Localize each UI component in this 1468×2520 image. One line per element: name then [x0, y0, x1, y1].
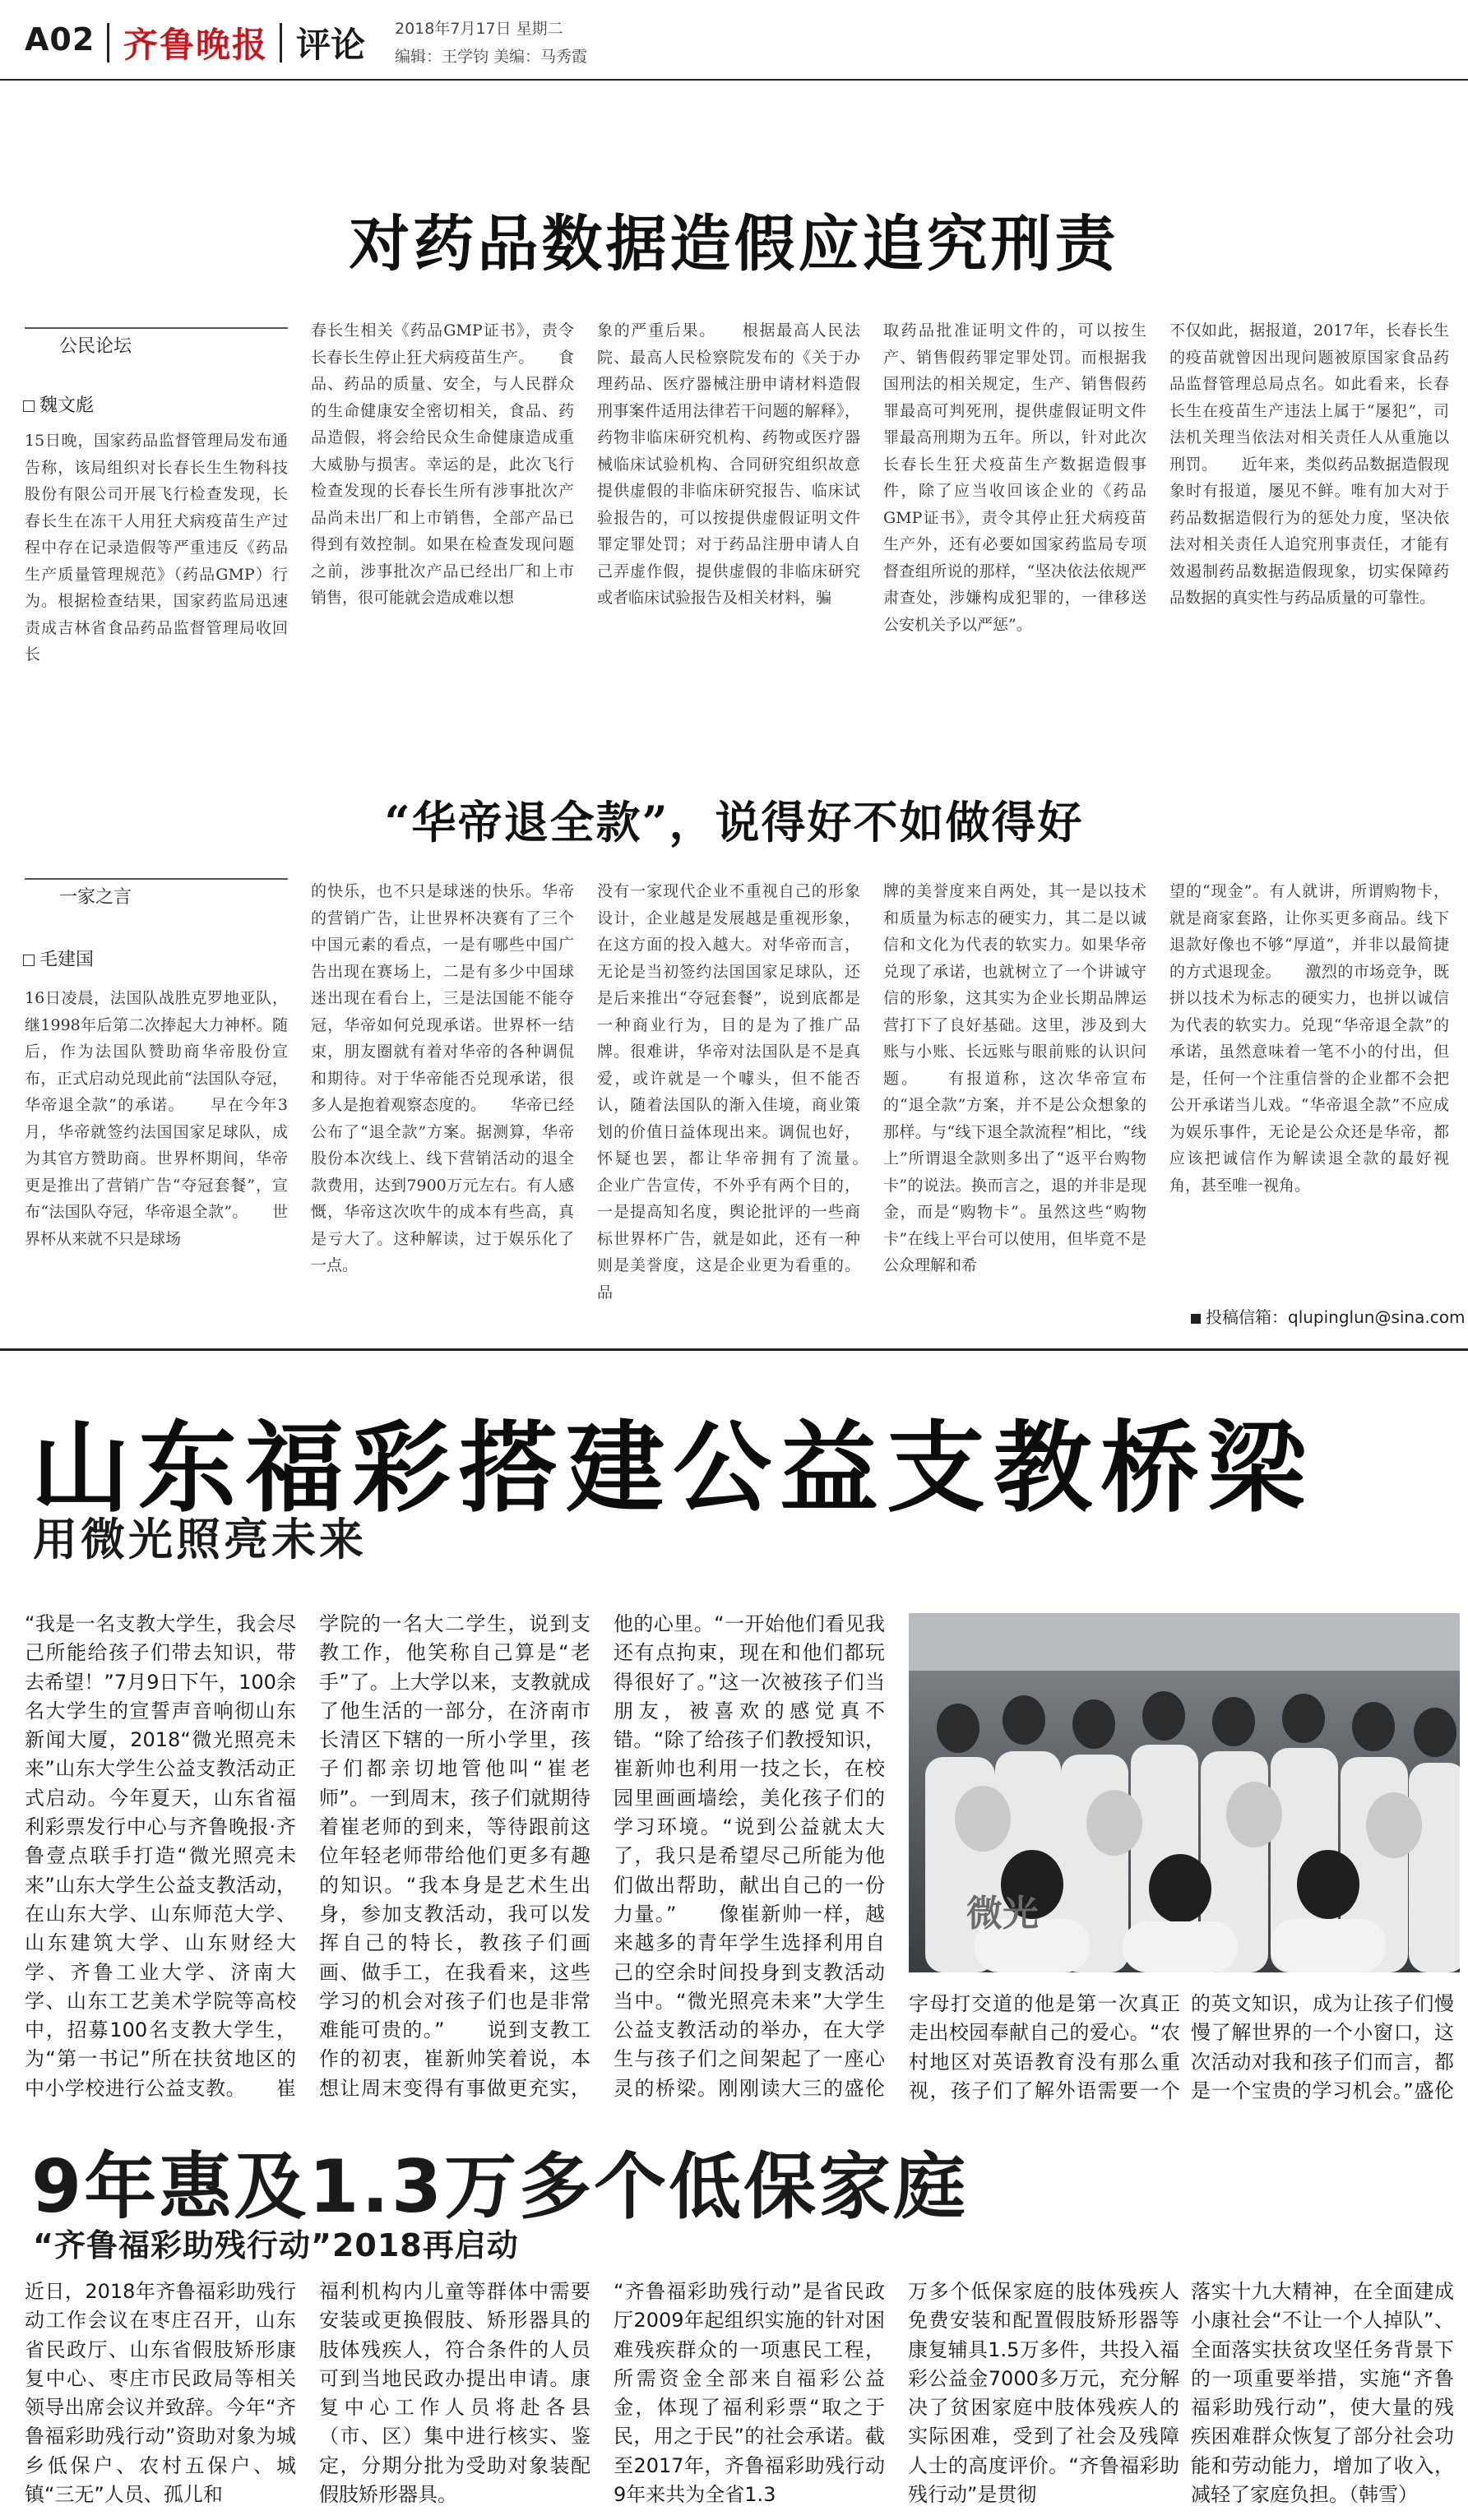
article2-column: 没有一家现代企业不重视自己的形象设计，企业越是发展越是重视形象，在这方面的投入越大。对华帝而言，无论是当初签约法国国家足球队，还是后来推出“夺冠套餐”，说到底都是一种商业行为，目的是为了推广品牌。很难讲，华帝对法国队是不是真爱，或许就是一个噱头，但不能否认，随着法国队的渐入佳境，商业策划的价值日益体现出来。调侃也好，怀疑也罢，都让华帝拥有了流量。 企业广告宣传，不外乎有两个目的，一是提高知名度，舆论批评的一些商标世界杯广告，就是如此，还有一种则是美誉度，这是企业更为看重的。品 [597, 882, 860, 1302]
article4-column: 落实十九大精神，在全面建成小康社会“不让一个人掉队”、全面落实扶贫攻坚任务背景下的一项重要举措，实施“齐鲁福彩助残行动”，使大量的残疾困难群众恢复了部分社会功能和劳动能力，增加了收入，减轻了家庭负担。（韩雪） [1191, 2280, 1454, 2507]
author-byline [23, 391, 94, 417]
article2-column: 望的“现金”。有人就讲，所谓购物卡，就是商家套路，让你买更多商品。线下退款好像也不够“厚道”，并非以最简捷的方式退现金。 激烈的市场竞争，既拼以技术为标志的硬实力，也拼以诚信为代表的软实力。兑现“华帝退全款”的承诺，虽然意味着一笔不小的付出，但是，任何一个注重信誉的企业都不会把公开承诺当儿戏。“华帝退全款”不应成为娱乐事件，无论是公众还是华帝，都应该把诚信作为解读退全款的最好视角，甚至唯一视角。 [1169, 882, 1449, 1195]
section-rule [0, 1348, 1468, 1351]
contribution-email [1191, 1304, 1465, 1328]
square-icon [23, 955, 35, 966]
header-rule [0, 79, 1468, 81]
article1-column: 象的严重后果。 根据最高人民法院、最高人民检察院发布的《关于办理药品、医疗器械注册申请材料造假刑事案件适用法律若干问题的解释》，药物非临床研究机构、药物或医疗器械临床试验机构、合同研究组织故意提供虚假的非临床研究报告、临床试验报告的，可以按提供虚假证明文件罪定罪处罚；对于药品注册申请人自己弄虚作假，提供虚假的非临床研究或者临床试验报告及相关材料，骗 [597, 321, 860, 607]
author-name: 毛建国 [39, 950, 95, 970]
square-icon [23, 400, 35, 412]
article4-column: 福利机构内儿童等群体中需要安装或更换假肢、矫形器具的肢体残疾人，符合条件的人员可到当地民政办提出申请。康复中心工作人员将赴各县（市、区）集中进行核实、鉴定，分期分批为受助对象装配假肢矫形器具。 [319, 2280, 590, 2507]
article2-headline: “华帝退全款”，说得好不如做得好 [384, 796, 1084, 848]
article3-column: 学院的一名大二学生，说到支教工作，他笑称自己算是“老手”了。上大学以来，支教就成了他生活的一部分，在济南市长清区下辖的一所小学里，孩子们都亲切地管他叫“崔老师”。一到周末，孩子们就期待着崔老师的到来，等待跟前这位年轻老师带给他们更多有趣的知识。“我本身是艺术生出身，参加支教活动，我可以发挥自己的特长，教孩子们画画、做手工，在我看来，这些学习的机会对孩子们也是非常难能可贵的。” 说到支教工作的初衷，崔新帅笑着说，本想让周末变得有事做更充实， [319, 1612, 590, 2100]
article1-column: 取药品批准证明文件的，可以按生产、销售假药罪定罪处罚。而根据我国刑法的相关规定，生产、销售假药罪最高可判死刑，提供虚假证明文件罪最高刑期为五年。所以，针对此次长春长生狂犬疫苗生产数据造假事件，除了应当收回该企业的《药品GMP证书》，责令其停止狂犬病疫苗生产外，还有必要如国家药监局专项督查组所说的那样，“坚决依法依规严肃查处，涉嫌构成犯罪的，一律移送公安机关予以严惩”。 [883, 321, 1146, 634]
article4-column: 近日，2018年齐鲁福彩助残行动工作会议在枣庄召开，山东省民政厅、山东省假肢矫形康复中心、枣庄市民政局等相关领导出席会议并致辞。今年“齐鲁福彩助残行动”资助对象为城乡低保户、农村五保户、城镇“三无”人员、孤儿和 [25, 2280, 296, 2507]
newspaper-logo: 齐鲁晚报 [123, 25, 269, 65]
article3-column: “我是一名支教大学生，我会尽己所能给孩子们带去知识，带去希望！”7月9日下午，100余名大学生的宣誓声音响彻山东新闻大厦，2018“微光照亮未来”山东大学生公益支教活动正式启动。今年夏天，山东省福利彩票发行中心与齐鲁晚报·齐鲁壹点联手打造“微光照亮未来”山东大学生公益支教活动，在山东大学、山东师范大学、山东建筑大学、山东财经大学、齐鲁工业大学、济南大学、山东工艺美术学院等高校中，招募100名支教大学生，为“第一书记”所在扶贫地区的中小学校进行公益支教。 崔 [25, 1612, 296, 2100]
header-divider [280, 23, 282, 62]
article3-column: 的英文知识，成为让孩子们慢慢了解世界的一个小窗口，这次活动对我和孩子们而言，都是一个宝贵的学习机会。”盛伦 [1191, 1992, 1454, 2102]
article2-column: 16日凌晨，法国队战胜克罗地亚队，继1998年后第二次捧起大力神杯。随后，作为法国队赞助商华帝股份宣布，正式启动兑现此前“法国队夺冠，华帝退全款”的承诺。 早在今年3月，华帝就签约法国国家足球队，成为其官方赞助商。世界杯期间，华帝更是推出了营销广告“夺冠套餐”，宣布“法国队夺冠，华帝退全款”。 世界杯从来就不只是球场 [25, 989, 288, 1248]
article1-headline: 对药品数据造假应追究刑责 [349, 209, 1119, 280]
article2-column: 的快乐，也不只是球迷的快乐。华帝的营销广告，让世界杯决赛有了三个中国元素的看点，一是有哪些中国广告出现在赛场上，二是有多少中国球迷出现在看台上，三是法国能不能夺冠，华帝如何兑现承诺。世界杯一结束，朋友圈就有着对华帝的各种调侃和期待。对于华帝能否兑现承诺，很多人是抱着观察态度的。 华帝已经公布了“退全款”方案。据测算，华帝股份本次线上、线下营销活动的退全款费用，达到7900万元左右。有人感慨，华帝这次吹牛的成本有些高，真是亏大了。这种解读，过于娱乐化了一点。 [311, 882, 574, 1274]
contribution-text: 投稿信箱：qlupinglun@sina.com [1206, 1307, 1466, 1327]
editors-line: 编辑：王学钧 美编：马秀霞 [395, 48, 588, 66]
issue-date: 2018年7月17日 星期二 [395, 20, 563, 38]
photo-banner-text: 微光 [966, 1893, 1039, 1935]
article4-column: 万多个低保家庭的肢体残疾人免费安装和配置假肢矫形器等康复辅具1.5万多件，共投入福彩公益金7000多万元，充分解决了贫困家庭中肢体残疾人的实际困难，受到了社会及残障人士的高度评价。“齐鲁福彩助残行动”是贯彻 [908, 2280, 1179, 2507]
article3-headline: 山东福彩搭建公益支教桥梁 [31, 1412, 1314, 1526]
author-name: 魏文彪 [39, 395, 95, 416]
column-tag: 公民论坛 [59, 336, 132, 357]
article2-column: 牌的美誉度来自两处，其一是以技术和质量为标志的硬实力，其二是以诚信和文化为代表的软实力。如果华帝兑现了承诺，也就树立了一个讲诚守信的形象，这其实为企业长期品牌运营打下了良好基础。这里，涉及到大账与小账、长远账与眼前账的认识问题。 有报道称，这次华帝宣布的“退全款”方案，并不是公众想象的那样。与“线下退全款流程”相比，“线上”所谓退全款则多出了“返平台购物卡”的说法。换而言之，退的并非是现金，而是“购物卡”。虽然这些“购物卡”在线上平台可以使用，但毕竟不是公众理解和希 [883, 882, 1146, 1274]
article3-column: 字母打交道的他是第一次真正走出校园奉献自己的爱心。“农村地区对英语教育没有那么重视，孩子们了解外语需要一个 [909, 1992, 1180, 2102]
page-number: A02 [25, 21, 95, 58]
article4-subhead: “齐鲁福彩助残行动”2018再启动 [33, 2227, 519, 2263]
author-byline [23, 946, 94, 971]
square-bullet-icon [1191, 1314, 1201, 1324]
article3-subhead: 用微光照亮未来 [33, 1514, 367, 1565]
article3-column: 他的心里。“一开始他们看见我还有点拘束，现在和他们都玩得很好了。”这一次被孩子们当朋友，被喜欢的感觉真不错。“除了给孩子们教授知识，崔新帅也利用一技之长，在校园里画画墙绘，美化孩子们的学习环境。“说到公益就太大了，我只是希望尽己所能为他们做出帮助，献出自己的一份力量。” 像崔新帅一样，越来越多的青年学生选择利用自己的空余时间投身到支教活动当中。“微光照亮未来”大学生公益支教活动的举办，在大学生与孩子们之间架起了一座心灵的桥梁。刚刚读大三的盛伦 [614, 1612, 885, 2100]
volunteer-photo [909, 1613, 1460, 1972]
article4-headline: 9年惠及1.3万多个低保家庭 [31, 2144, 969, 2229]
article1-column: 不仅如此，据报道，2017年，长春长生的疫苗就曾因出现问题被原国家食品药品监督管理总局点名。如此看来，长春长生在疫苗生产违法上属于“屡犯”，司法机关理当依法对相关责任人从重施以刑罚。 近年来，类似药品数据造假现象时有报道，屡见不鲜。唯有加大对于药品数据造假行为的惩处力度，坚决依法对相关责任人追究刑事责任，才能有效遏制药品数据造假现象，切实保障药品数据的真实性与药品质量的可靠性。 [1169, 321, 1449, 607]
section-title: 评论 [296, 25, 366, 65]
header-divider [107, 23, 109, 62]
article1-column: 春长生相关《药品GMP证书》，责令长春长生停止狂犬病疫苗生产。 食品、药品的质量、安全，与人民群众的生命健康安全密切相关，食品、药品造假，将会给民众生命健康造成重大威胁与损害。幸运的是，此次飞行检查发现的长春长生所有涉事批次产品尚未出厂和上市销售，全部产品已得到有效控制。如果在检查发现问题之前，涉事批次产品已经出厂和上市销售，很可能就会造成难以想 [311, 321, 574, 607]
column-tag: 一家之言 [59, 887, 132, 908]
column-tag-rule [25, 327, 288, 329]
column-tag-rule [25, 878, 288, 880]
article1-column: 15日晚，国家药品监督管理局发布通告称，该局组织对长春长生生物科技股份有限公司开展飞行检查发现，长春长生在冻干人用狂犬病疫苗生产过程中存在记录造假等严重违反《药品生产质量管理规范》（药品GMP）行为。根据检查结果，国家药监局迅速责成吉林省食品药品监督管理局收回长 [25, 432, 288, 664]
article4-column: “齐鲁福彩助残行动”是省民政厅2009年起组织实施的针对困难残疾群众的一项惠民工程，所需资金全部来自福彩公益金，体现了福利彩票“取之于民，用之于民”的社会承诺。截至2017年，齐鲁福彩助残行动9年来共为全省1.3 [614, 2280, 885, 2507]
